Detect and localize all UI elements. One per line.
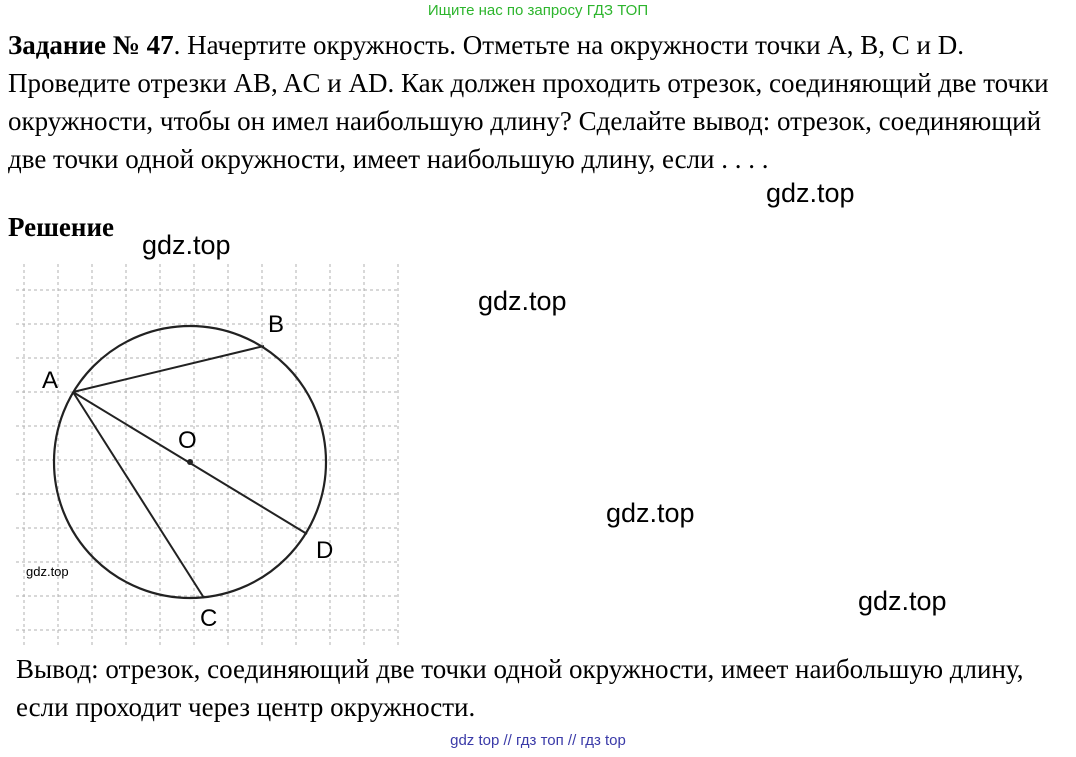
watermark: gdz.top [766,178,855,208]
watermark: gdz.top [142,230,231,260]
conclusion-text: Вывод: отрезок, соединяющий две точки одной окружности, имеет наибольшую длину, если проходит через центр окружности. [16,654,1024,722]
point-label-d: D [316,537,334,564]
task-label: Задание № 47 [8,30,174,60]
circle-figure [16,264,400,648]
footer-watermark: gdz top // гдз топ // гдз top [450,732,626,749]
point-label-a: A [42,367,59,394]
task-text: . Начертите окружность. Отметьте на окружности точки A, B, C и D. Проведите отрезки AB, AC и AD. Как должен проходить отрезок, соединяющий две точки окружности, чтобы он имел наибольшую длину? Сделайте вывод: отрезок, соединяющий две точки одной окружности, имеет наибольшую длину, если . . . . [8,30,1049,174]
watermark: gdz.top [858,586,947,616]
watermark: gdz.top [478,286,567,316]
figure-watermark: gdz.top [26,564,69,579]
center-point [187,459,193,465]
segment-ab [73,346,264,392]
point-label-c: C [200,605,218,632]
segment-ac [73,392,204,598]
solution-title: Решение [8,212,114,242]
header-search-link[interactable]: Ищите нас по запросу ГДЗ ТОП [427,2,649,19]
grid [16,264,400,648]
point-label-b: B [268,311,285,338]
task-statement [8,26,1068,178]
point-label-o: O [178,427,197,454]
watermark: gdz.top [606,498,695,528]
